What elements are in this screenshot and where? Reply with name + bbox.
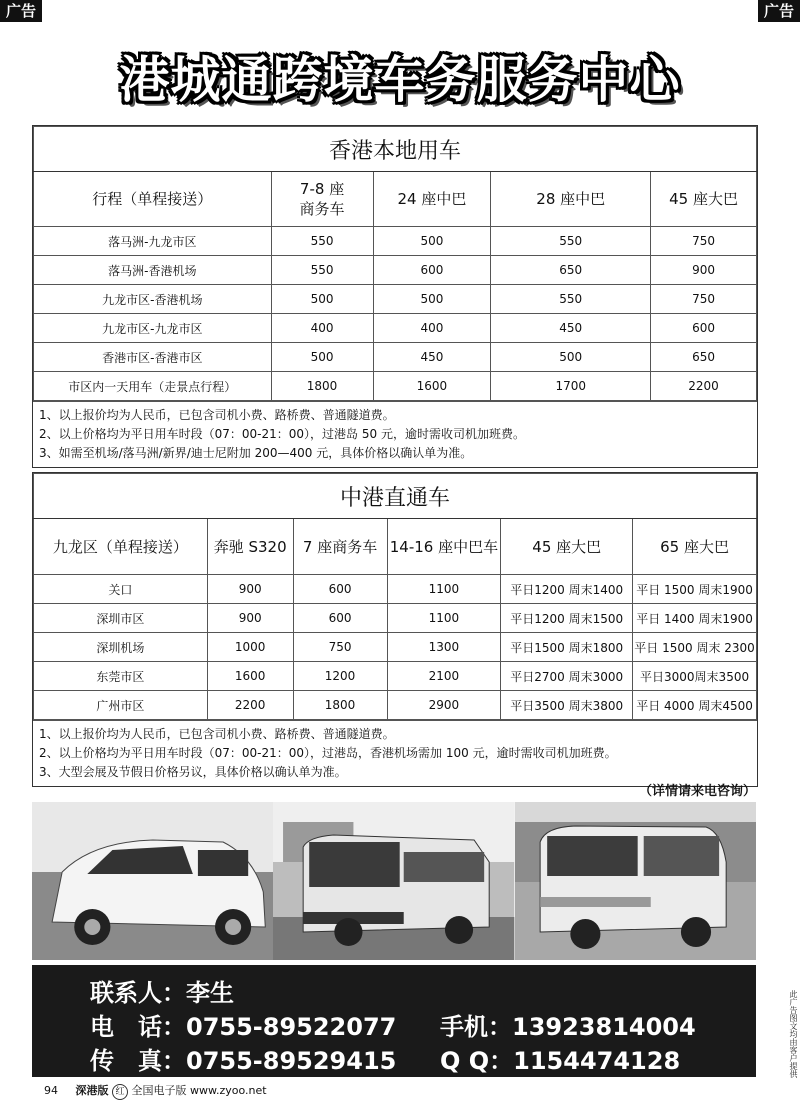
table-cell: 1800 bbox=[271, 372, 373, 401]
contact-fax: 传 真：0755-89529415 bbox=[90, 1047, 397, 1075]
hk-header-24: 24 座中巴 bbox=[373, 172, 491, 227]
table-cell: 深圳机场 bbox=[34, 633, 208, 662]
table-cell: 900 bbox=[207, 604, 293, 633]
table-cell: 2200 bbox=[651, 372, 757, 401]
table-cell: 450 bbox=[373, 343, 491, 372]
table-cell: 500 bbox=[271, 343, 373, 372]
table-cell: 600 bbox=[373, 256, 491, 285]
hk-header-7-8: 7-8 座 商务车 bbox=[271, 172, 373, 227]
note-line: 2、以上价格均为平日用车时段（07：00-21：00），过港岛 50 元，逾时需收司机加班费。 bbox=[39, 427, 525, 441]
cross-border-table-box bbox=[32, 472, 758, 787]
table-cell: 广州市区 bbox=[34, 691, 208, 720]
table-cell: 1100 bbox=[387, 575, 501, 604]
hk-row bbox=[34, 372, 757, 401]
table-cell: 500 bbox=[271, 285, 373, 314]
table-cell: 落马洲-香港机场 bbox=[34, 256, 272, 285]
contact-person: 联系人：李生 bbox=[90, 979, 234, 1007]
page-footer bbox=[44, 1082, 267, 1100]
table-cell: 900 bbox=[651, 256, 757, 285]
table-cell: 关口 bbox=[34, 575, 208, 604]
table-cell: 550 bbox=[271, 227, 373, 256]
table-cell: 2900 bbox=[387, 691, 501, 720]
table-cell: 1600 bbox=[207, 662, 293, 691]
table-cell: 750 bbox=[651, 285, 757, 314]
table-cell: 平日 4000 周末4500 bbox=[633, 691, 757, 720]
note-line: 3、大型会展及节假日价格另议，具体价格以确认单为准。 bbox=[39, 765, 347, 779]
hk-local-table bbox=[33, 126, 757, 401]
table-cell: 平日 1500 周末1900 bbox=[633, 575, 757, 604]
contact-phone: 电 话：0755-89522077 bbox=[90, 1013, 397, 1041]
table-cell: 450 bbox=[491, 314, 651, 343]
table-cell: 平日 1500 周末 2300 bbox=[633, 633, 757, 662]
table-cell: 650 bbox=[651, 343, 757, 372]
table-cell: 平日3000周末3500 bbox=[633, 662, 757, 691]
cb-header-45: 45 座大巴 bbox=[501, 519, 633, 575]
vehicle-photos bbox=[32, 802, 756, 960]
hk-row bbox=[34, 227, 757, 256]
note-line: 1、以上报价均为人民币，已包含司机小费、路桥费、普通隧道费。 bbox=[39, 408, 395, 422]
page-title: 港城通跨境车务服务中心 bbox=[119, 51, 681, 109]
table-cell: 香港市区-香港市区 bbox=[34, 343, 272, 372]
table-cell: 750 bbox=[293, 633, 387, 662]
mpv-photo bbox=[32, 802, 273, 960]
contact-qq: Q Q：1154474128 bbox=[440, 1047, 681, 1075]
table-cell: 500 bbox=[491, 343, 651, 372]
table-cell: 600 bbox=[293, 604, 387, 633]
hk-local-table-box bbox=[32, 125, 758, 468]
edition-label: 深港版 bbox=[75, 1084, 109, 1097]
table-cell: 深圳市区 bbox=[34, 604, 208, 633]
table-cell: 平日3500 周末3800 bbox=[501, 691, 633, 720]
cb-row bbox=[34, 662, 757, 691]
cb-row bbox=[34, 691, 757, 720]
cb-notes bbox=[33, 720, 757, 786]
note-line: 2、以上价格均为平日用车时段（07：00-21：00），过港岛，香港机场需加 100 元，逾时需收司机加班费。 bbox=[39, 746, 617, 760]
cb-header-route: 九龙区（单程接送） bbox=[34, 519, 208, 575]
cb-row bbox=[34, 575, 757, 604]
table-cell: 600 bbox=[293, 575, 387, 604]
table-cell: 1600 bbox=[373, 372, 491, 401]
table-cell: 900 bbox=[207, 575, 293, 604]
table-cell: 平日1500 周末1800 bbox=[501, 633, 633, 662]
cb-row bbox=[34, 604, 757, 633]
hk-notes bbox=[33, 401, 757, 467]
table-cell: 九龙市区-九龙市区 bbox=[34, 314, 272, 343]
table-cell: 1300 bbox=[387, 633, 501, 662]
page-number: 94 bbox=[44, 1084, 58, 1097]
hk-header-route: 行程（单程接送） bbox=[34, 172, 272, 227]
cb-header-65: 65 座大巴 bbox=[633, 519, 757, 575]
hk-row bbox=[34, 343, 757, 372]
table-cell: 400 bbox=[271, 314, 373, 343]
minibus-photo bbox=[515, 802, 756, 960]
cb-header-s320: 奔驰 S320 bbox=[207, 519, 293, 575]
ad-label-right: 广告 bbox=[758, 0, 800, 22]
table-cell: 550 bbox=[271, 256, 373, 285]
contact-panel bbox=[32, 965, 756, 1077]
cross-border-table bbox=[33, 473, 757, 720]
hk-row bbox=[34, 285, 757, 314]
hk-header-28: 28 座中巴 bbox=[491, 172, 651, 227]
table-cell: 500 bbox=[373, 227, 491, 256]
table-cell: 550 bbox=[491, 285, 651, 314]
hk-header-45: 45 座大巴 bbox=[651, 172, 757, 227]
coach-photo bbox=[273, 802, 514, 960]
table-cell: 东莞市区 bbox=[34, 662, 208, 691]
edition-badge: 红 bbox=[112, 1084, 128, 1100]
table-cell: 1200 bbox=[293, 662, 387, 691]
hk-row bbox=[34, 256, 757, 285]
table-cell: 市区内一天用车（走景点行程） bbox=[34, 372, 272, 401]
table-cell: 650 bbox=[491, 256, 651, 285]
hk-row bbox=[34, 314, 757, 343]
site-link[interactable]: 全国电子版 www.zyoo.net bbox=[131, 1084, 267, 1097]
cb-header-7: 7 座商务车 bbox=[293, 519, 387, 575]
cb-header-14-16: 14-16 座中巴车 bbox=[387, 519, 501, 575]
table-cell: 1800 bbox=[293, 691, 387, 720]
table-cell: 九龙市区-香港机场 bbox=[34, 285, 272, 314]
cross-border-title: 中港直通车 bbox=[34, 474, 757, 519]
table-cell: 平日2700 周末3000 bbox=[501, 662, 633, 691]
table-cell: 400 bbox=[373, 314, 491, 343]
table-cell: 平日 1400 周末1900 bbox=[633, 604, 757, 633]
table-cell: 1700 bbox=[491, 372, 651, 401]
contact-mobile: 手机：13923814004 bbox=[440, 1013, 696, 1041]
table-cell: 550 bbox=[491, 227, 651, 256]
hk-local-title: 香港本地用车 bbox=[34, 127, 757, 172]
note-line: 1、以上报价均为人民币，已包含司机小费、路桥费、普通隧道费。 bbox=[39, 727, 395, 741]
table-cell: 2100 bbox=[387, 662, 501, 691]
table-cell: 1000 bbox=[207, 633, 293, 662]
table-cell: 平日1200 周末1500 bbox=[501, 604, 633, 633]
table-cell: 600 bbox=[651, 314, 757, 343]
disclaimer-text: 此广告图文均由客户提供 bbox=[789, 990, 798, 1078]
table-cell: 1100 bbox=[387, 604, 501, 633]
consult-note: （详情请来电咨询） bbox=[638, 784, 756, 799]
note-line: 3、如需至机场/落马洲/新界/迪士尼附加 200—400 元，具体价格以确认单为准。 bbox=[39, 446, 473, 460]
table-cell: 2200 bbox=[207, 691, 293, 720]
cb-row bbox=[34, 633, 757, 662]
table-cell: 平日1200 周末1400 bbox=[501, 575, 633, 604]
table-cell: 500 bbox=[373, 285, 491, 314]
ad-label-left: 广告 bbox=[0, 0, 42, 22]
table-cell: 落马洲-九龙市区 bbox=[34, 227, 272, 256]
table-cell: 750 bbox=[651, 227, 757, 256]
